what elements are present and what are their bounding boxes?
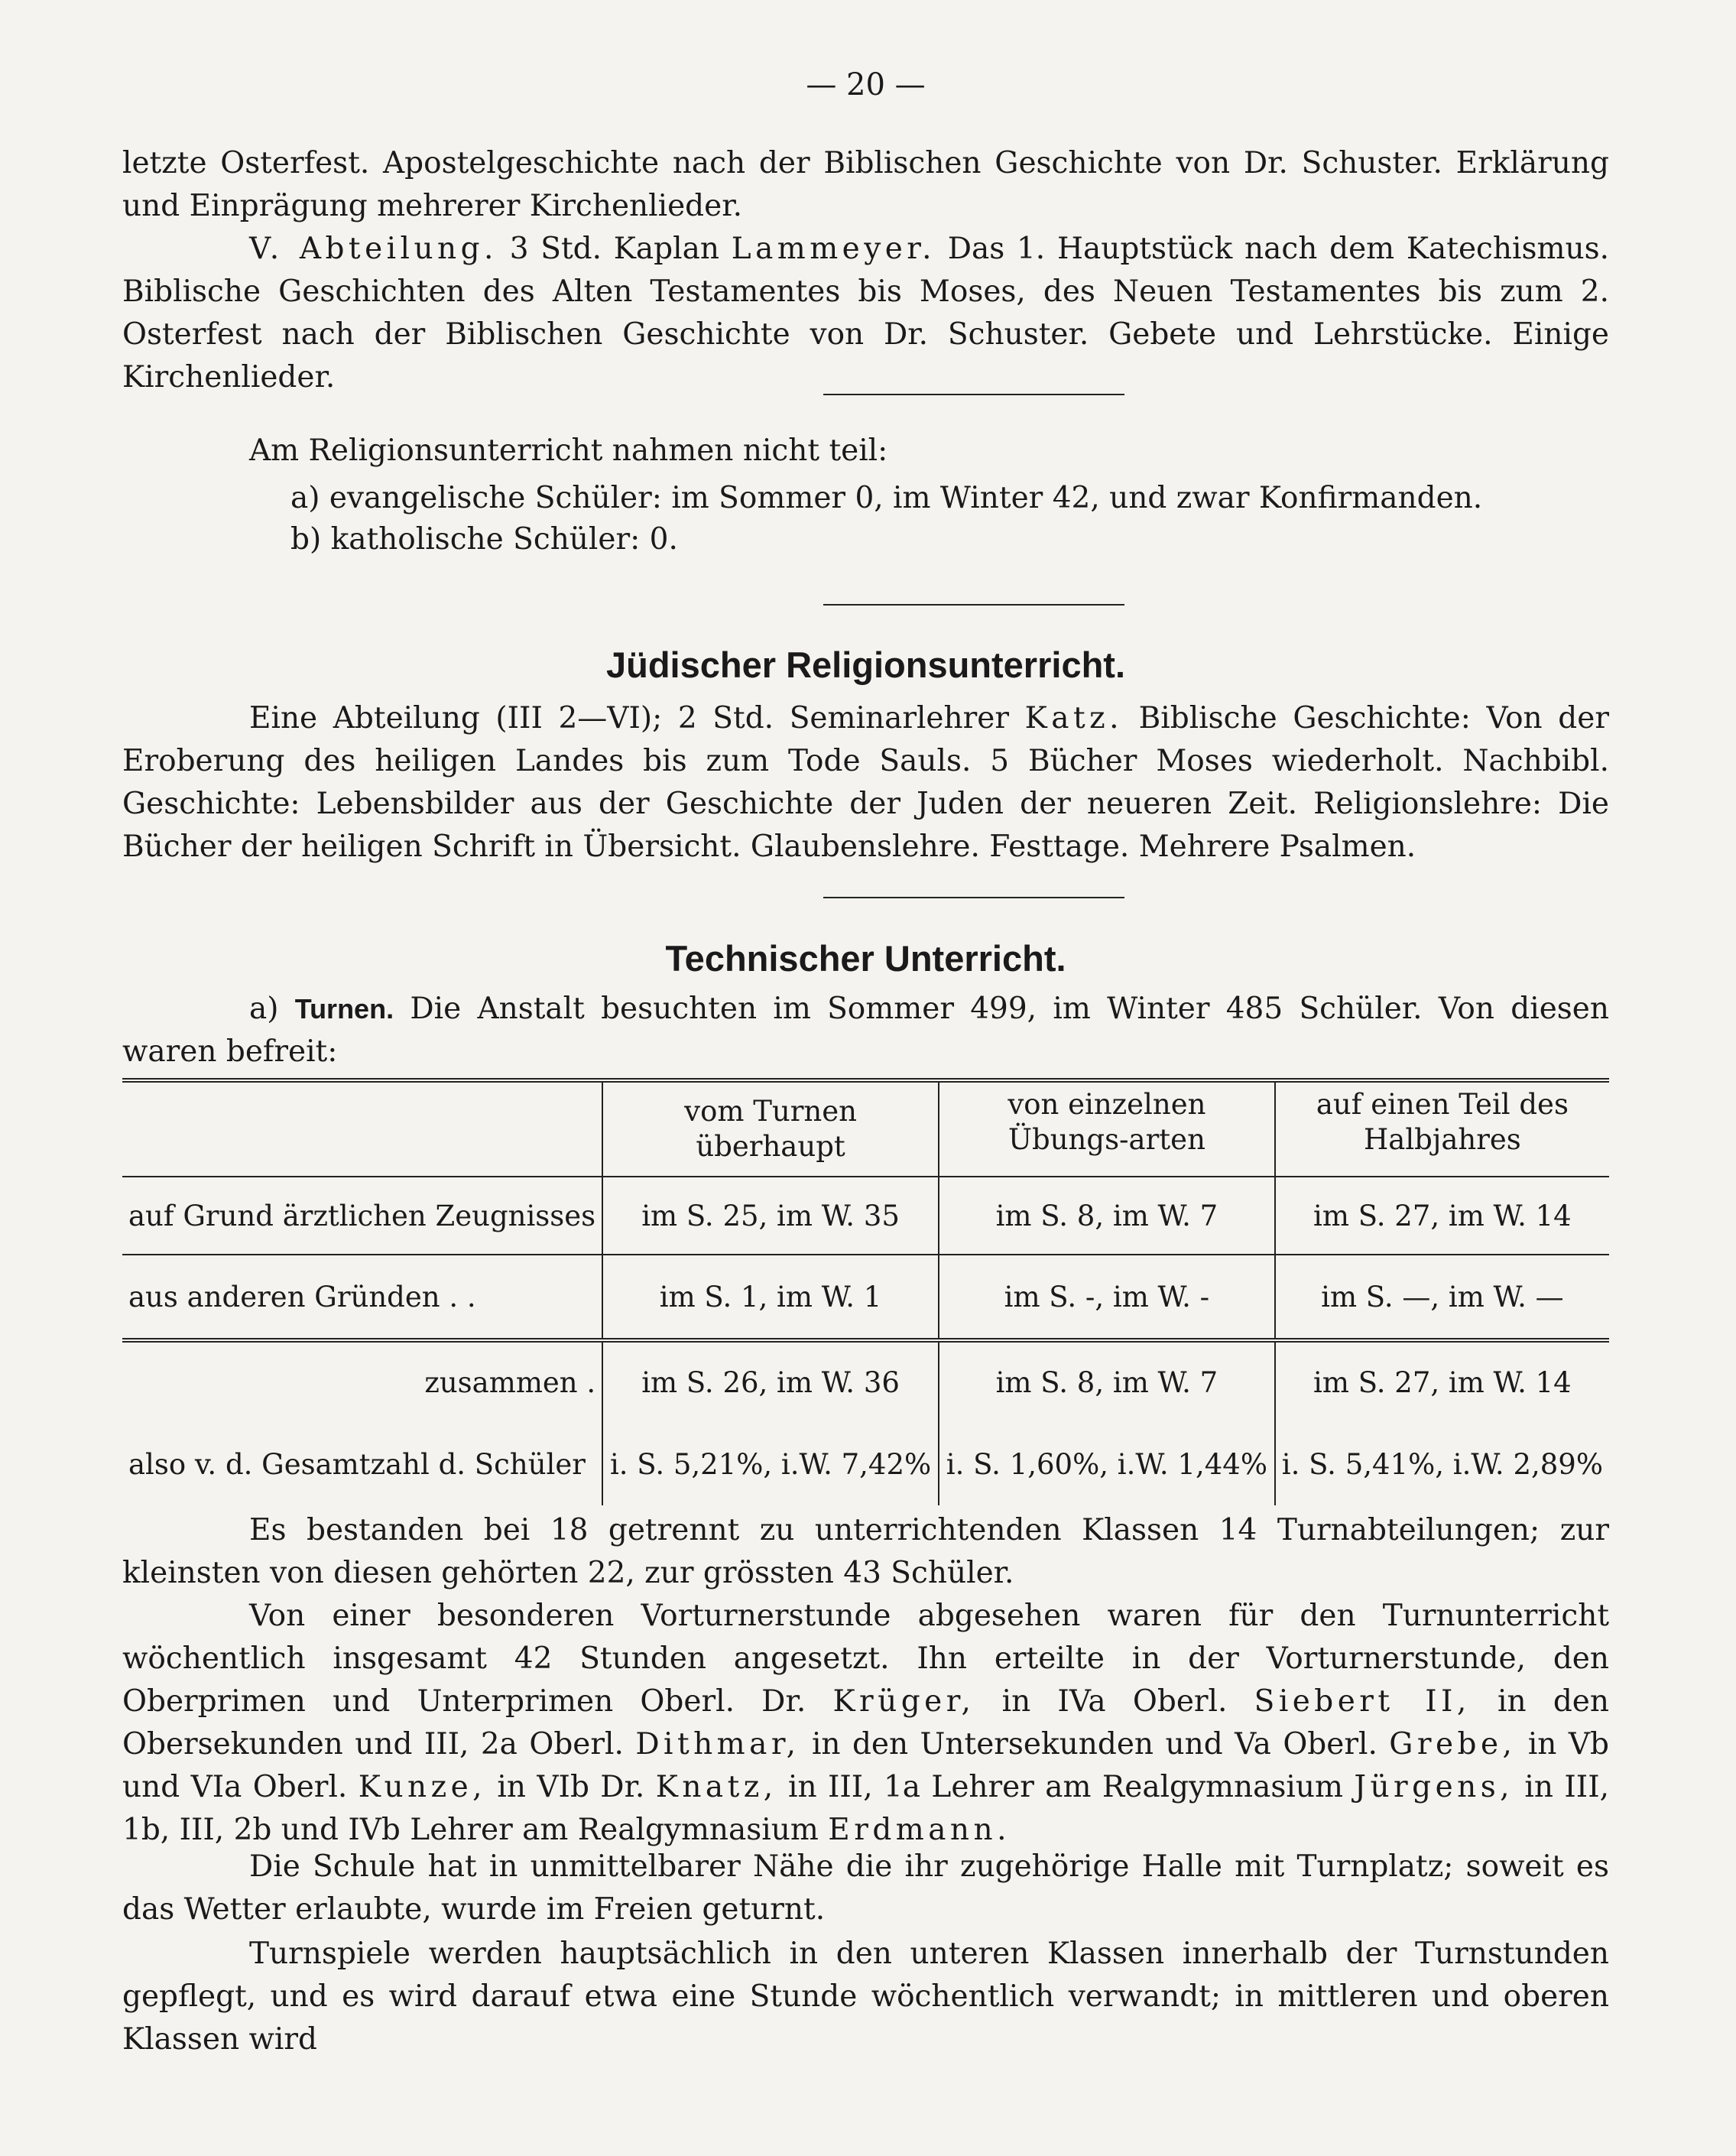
paragraph-gymnasium-hall: Die Schule hat in unmittelbarer Nähe die ihr zugehörige Halle mit Turnplatz; soweit es das Wetter erlaubte, wurde im Freien geturnt. [122,1849,1609,1927]
row-label: zusammen . [424,1366,596,1399]
gymnastics-text: Die Anstalt besuchten im Sommer 499, im Winter 485 Schüler. Von diesen waren befreit: [122,992,1610,1069]
table-row [122,1340,1609,1423]
header-col1: vom Turnen überhaupt [602,1080,939,1177]
teacher-name: Lammeyer. [731,232,936,266]
document-page [122,0,1609,2156]
paragraph-exemption-intro: Am Religionsunterricht nahmen nicht teil: [249,433,888,468]
text-run: Von einer besonderen Vorturnerstunde abgesehen waren für den Turnunterricht wöchentlich insgesamt 42 Stunden angesetzt. Ihn erteilte in der Vorturnerstunde, den Oberprimen und Unterprimen Oberl. Dr. [122,1599,1609,1719]
paragraph-gymnastic-games: Turnspiele werden hauptsächlich in den unteren Klassen innerhalb der Turnstunden gepflegt, und es wird darauf etwa eine Stunde wöchentlich verwandt; in mittleren und oberen Klassen wird [122,1937,1609,2057]
cell: i. S. 5,41%, i.W. 2,89% [1275,1423,1609,1505]
paragraph-gymnastics-groups: Es bestanden bei 18 getrennt zu unterrichtenden Klassen 14 Turnabteilungen; zur kleinsten von diesen gehörten 22, zur grössten 43 Schüler. [122,1513,1609,1590]
cell: i. S. 5,21%, i.W. 7,42% [602,1423,939,1505]
teacher-name: Krüger, [832,1684,975,1719]
paragraph-gymnastics-teachers [122,1595,1609,1852]
division-label: V. Abteilung. [249,232,498,266]
exemption-catholic: b) katholische Schüler: 0. [290,522,678,557]
exemption-table [122,1078,1609,1505]
text-run: in III, 1b, III, 2b und IVb Lehrer am Realgymnasium [122,1770,1610,1847]
table-header-row [122,1080,1609,1177]
paragraph-fifth-division [122,228,1609,399]
header-empty [122,1080,602,1177]
teacher-name: Grebe, [1389,1727,1517,1761]
item-label: a) [249,992,279,1026]
header-col3: auf einen Teil des Halbjahres [1275,1080,1609,1177]
exemption-evangelical: a) evangelische Schüler: im Sommer 0, im Winter 42, und zwar Konfirmanden. [290,481,1483,515]
heading-technical-instruction: Technischer Unterricht. [665,938,1066,979]
heading-jewish-religion: Jüdischer Religionsunterricht. [605,645,1126,685]
teacher-name: Siebert II, [1254,1684,1471,1719]
course-content: Biblische Geschichte: Von der Eroberung des heiligen Landes bis zum Tode Sauls. 5 Bücher Moses wiederholt. Nachbibl. Geschichte: Lebensbilder aus der Geschichte der Juden der neueren Zeit. Religionslehre: Die Bücher der heiligen Schrift in Übersicht. Glaubenslehre. Festtage. Mehrere Psalmen. [122,701,1609,864]
row-label: auf Grund ärztlichen Zeugnisses [128,1199,596,1232]
cell: im S. 27, im W. 14 [1275,1340,1609,1423]
row-label: also v. d. Gesamtzahl d. Schüler [128,1447,586,1481]
text-run: in Vb und VIa Oberl. [122,1727,1609,1804]
division-hours: 3 Std. Kaplan [509,232,719,266]
table-row [122,1255,1609,1340]
cell: im S. 25, im W. 35 [602,1177,939,1255]
course-info: Eine Abteilung (III 2—VI); 2 Std. Seminarlehrer [249,701,1009,735]
text-run: in III, 1a Lehrer am Realgymnasium [788,1770,1343,1804]
text-run: in VIb Dr. [497,1770,645,1804]
teacher-name: Knatz, [655,1770,777,1804]
cell: im S. 1, im W. 1 [602,1255,939,1340]
cell: im S. 26, im W. 36 [602,1340,939,1423]
cell: im S. 27, im W. 14 [1275,1177,1609,1255]
section-divider [823,897,1124,898]
section-divider [823,604,1124,606]
table-row [122,1177,1609,1255]
table-row [122,1423,1609,1505]
text-run: in den Untersekunden und Va Oberl. [811,1727,1377,1761]
header-col2: von einzelnen Übungs-arten [939,1080,1275,1177]
text-run: in IVa Oberl. [1001,1684,1228,1719]
cell: im S. -, im W. - [939,1255,1275,1340]
division-content: Das 1. Hauptstück nach dem Katechismus. Biblische Geschichten des Alten Testamentes bis Moses, des Neuen Testamentes bis zum 2. Osterfest nach der Biblischen Geschichte von Dr. Schuster. Gebete und Lehrstücke. Einige Kirchenlieder. [122,232,1609,395]
teacher-name: Kunze, [358,1770,487,1804]
teacher-name: Jürgens, [1354,1770,1514,1804]
text-run: in den Obersekunden und III, 2a Oberl. [122,1684,1609,1761]
cell: im S. 8, im W. 7 [939,1177,1275,1255]
section-divider [823,394,1124,395]
row-label: aus anderen Gründen . . [128,1280,476,1313]
paragraph-gymnastics [122,988,1609,1073]
subject-turnen: Turnen. [294,993,394,1024]
paragraph-jewish-religion [122,697,1609,869]
cell: im S. 8, im W. 7 [939,1340,1275,1423]
page-number: — 20 — [806,67,926,102]
paragraph-apostelgeschichte: letzte Osterfest. Apostelgeschichte nach der Biblischen Geschichte von Dr. Schuster. Erklärung und Einprägung mehrerer Kirchenlieder. [122,146,1609,223]
cell: im S. —, im W. — [1275,1255,1609,1340]
cell: i. S. 1,60%, i.W. 1,44% [939,1423,1275,1505]
teacher-name: Erdmann. [828,1813,1011,1847]
teacher-name: Dithmar, [635,1727,800,1761]
teacher-name: Katz. [1024,701,1123,735]
